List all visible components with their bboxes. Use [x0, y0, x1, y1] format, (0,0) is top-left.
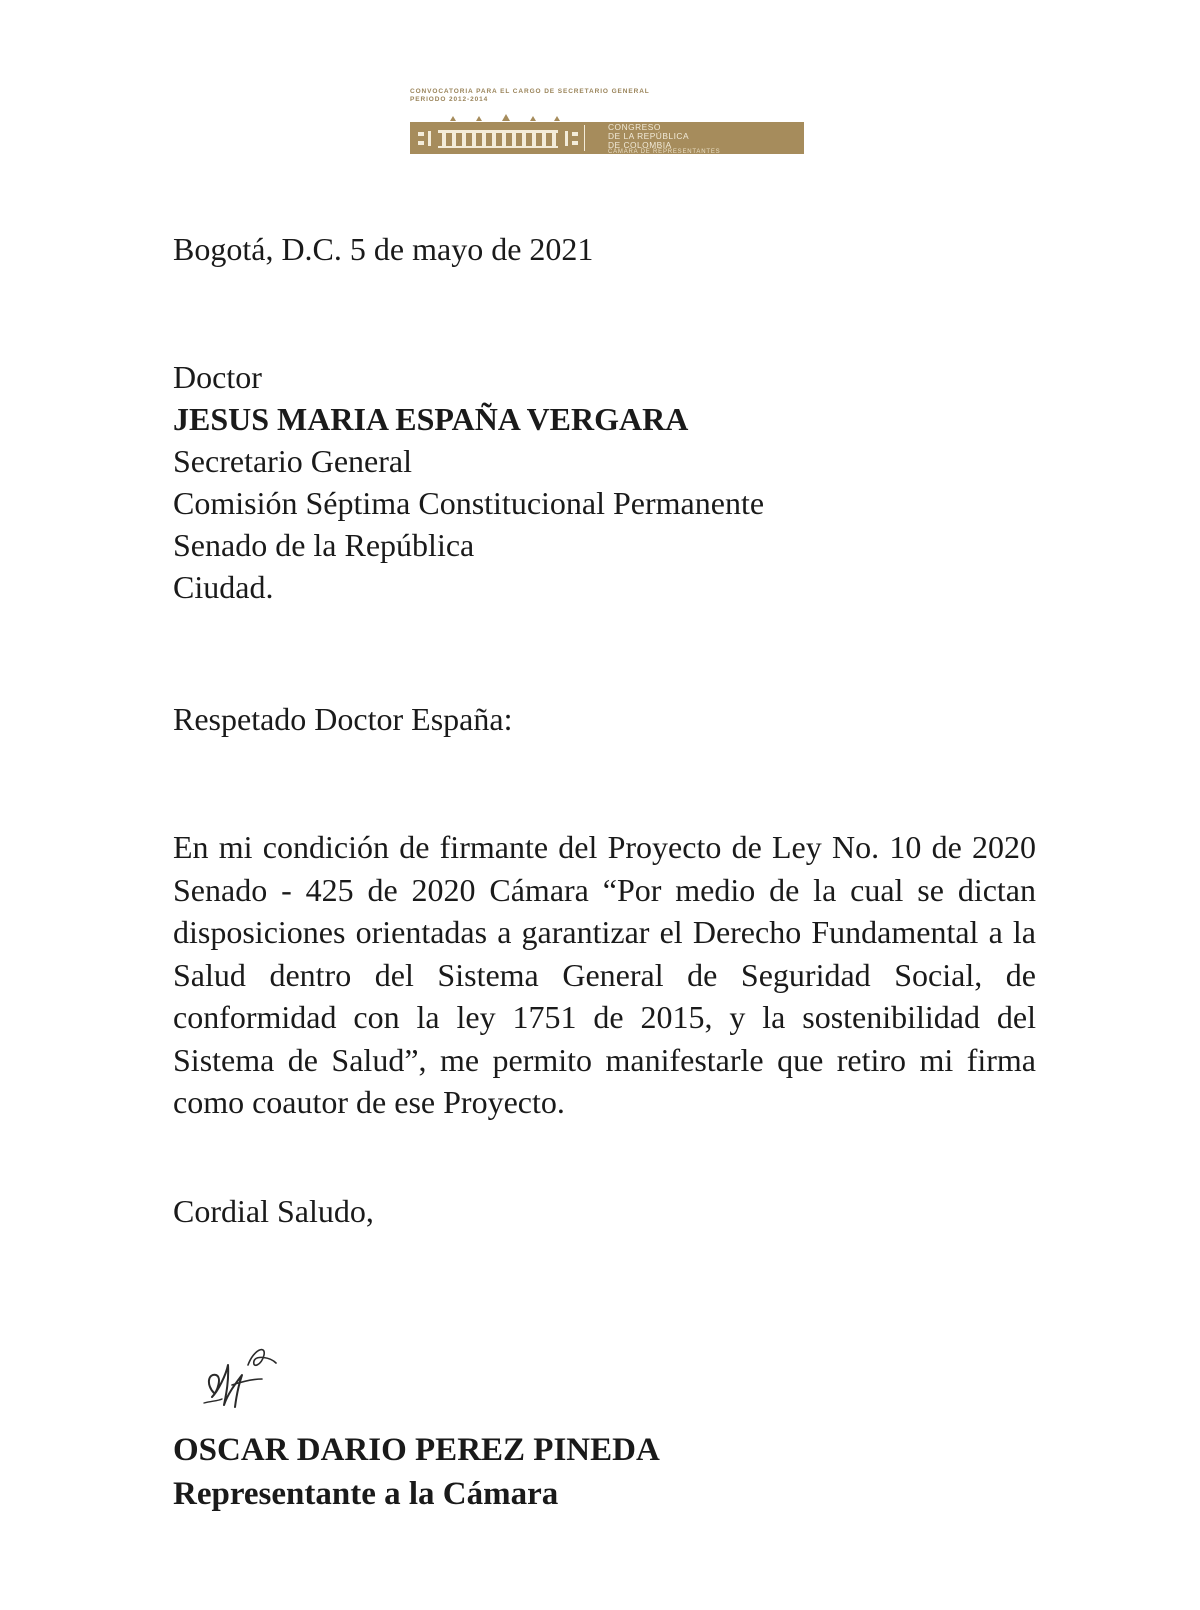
roof-ornament-icon — [440, 112, 570, 122]
seal-line: DE COLOMBIA — [608, 139, 672, 150]
signature-icon — [188, 1335, 298, 1419]
seal-line: CONGRESO — [608, 122, 661, 132]
recipient-name: JESUS MARIA ESPAÑA VERGARA — [173, 401, 689, 437]
handwritten-signature — [188, 1335, 298, 1419]
body-paragraph: En mi condición de firmante del Proyecto de Ley No. 10 de 2020 Senado - 425 de 2020 Cámara “Por medio de la cual se dictan disposiciones orientadas a garantizar el Derecho Fundamental a la Salud dentro del Sistema General de Seguridad Social, de conformidad con la ley 1751 de 2015, y la sostenibilidad del Sistema de Salud”, me permito manifestarle que retiro mi firma como coautor de ese Proyecto. — [173, 829, 1036, 1120]
recipient-commission: Comisión Séptima Constitucional Permanente — [173, 485, 765, 521]
letterhead-caption — [410, 88, 804, 103]
date-line: Bogotá, D.C. 5 de mayo de 2021 — [173, 231, 594, 267]
recipient-block — [173, 356, 1036, 608]
seal-line: CÁMARA DE REPRESENTANTES — [608, 149, 721, 156]
capitol-building-icon — [410, 122, 590, 154]
signer-position: Representante a la Cámara — [173, 1476, 559, 1512]
recipient-title: Doctor — [173, 359, 262, 395]
salutation: Respetado Doctor España: — [173, 701, 513, 737]
closing: Cordial Saludo, — [173, 1193, 374, 1229]
letterhead-seal-text — [608, 123, 798, 156]
recipient-institution: Senado de la República — [173, 527, 475, 563]
signer-name: OSCAR DARIO PEREZ PINEDA — [173, 1432, 660, 1468]
recipient-city: Ciudad. — [173, 569, 274, 605]
congress-logo — [410, 122, 804, 154]
letterhead — [410, 88, 804, 178]
recipient-position: Secretario General — [173, 443, 412, 479]
seal-line: DE LA REPÚBLICA — [608, 130, 690, 141]
signer-block — [173, 1428, 1036, 1516]
letterhead-caption-line: PERIODO 2012-2014 — [410, 95, 489, 103]
letterhead-caption-line: CONVOCATORIA PARA EL CARGO DE SECRETARIO GENERAL — [410, 88, 650, 95]
